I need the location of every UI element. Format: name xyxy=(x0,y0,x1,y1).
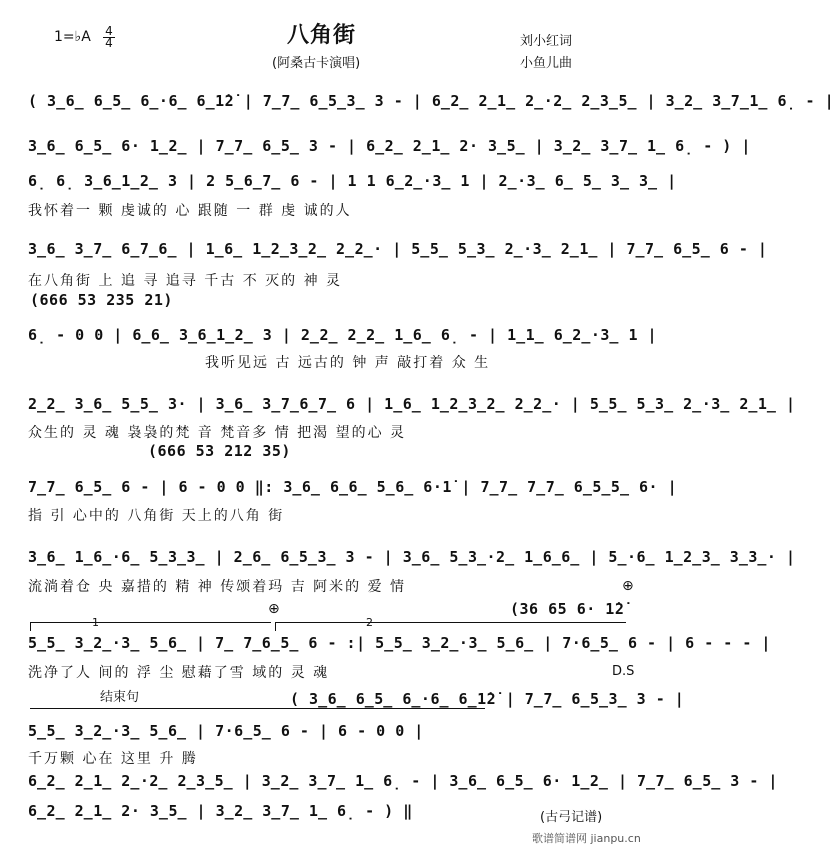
notation-row-11: 6̲2̲ 2̲1̲ 2̲·2̲ 2̲3̲5̲ | 3̲2̲ 3̲7̲ 1̲ 6̣ - | 3̲6̲ 6̲5̲ 6· 1̲2̲ | 7̲7̲ 6̲5̲ 3 - | xyxy=(28,772,778,790)
notation-row-9: 5̲5̲ 3̲2̲·3̲ 5̲6̲ | 7̲ 7̲6̲5̲ 6 - :| 5̲5̲ 3̲2̲·3̲ 5̲6̲ | 7·6̲5̲ 6 - | 6 - - - | xyxy=(28,634,771,652)
notation-row-6: 2̲2̲ 3̲6̲ 5̲5̲ 3· | 3̲6̲ 3̲7̲6̲7̲ 6 | 1̲6̲ 1̲2̲3̲2̲ 2̲2̲· | 5̲5̲ 5̲3̲ 2̲·3̲ 2̲1̲ | xyxy=(28,395,796,413)
second-ending-bracket xyxy=(275,622,626,631)
first-ending-bracket xyxy=(30,622,271,631)
interlude-bracket-row-10: ( 3̲6̲ 6̲5̲ 6̲·6̲ 6̲1̇2̇ | 7̲7̲ 6̲5̲3̲ 3 - | xyxy=(290,690,685,708)
lyric-row-6: 众生的 灵 魂 袅袅的梵 音 梵音多 情 把渴 望的心 灵 xyxy=(28,425,407,441)
dal-segno-mark: D.S xyxy=(612,664,635,679)
notation-row-8: 3̲6̲ 1̲6̲·6̲ 5̲3̲3̲ | 2̲6̲ 6̲5̲3̲ 3 - | 3̲6̲ 5̲3̲·2̲ 1̲6̲6̲ | 5̲·6̲ 1̲2̲3̲ 3̲3̲· | xyxy=(28,548,796,566)
site-watermark: 歌谱简谱网 jianpu.cn xyxy=(532,832,641,845)
notation-row-12: 6̲2̲ 2̲1̲ 2· 3̲5̲ | 3̲2̲ 3̲7̲ 1̲ 6̣ - ) ‖ xyxy=(28,802,413,820)
notation-row-7: 7̲7̲ 6̲5̲ 6 - | 6 - 0 0 ‖: 3̲6̲ 6̲6̲ 5̲6̲ 6·1̇ | 7̲7̲ 7̲7̲ 6̲5̲5̲ 6· | xyxy=(28,478,678,496)
lyric-row-5: 我听见远 古 远古的 钟 声 敲打着 众 生 xyxy=(205,355,491,371)
notation-row-10: 5̲5̲ 3̲2̲·3̲ 5̲6̲ | 7·6̲5̲ 6 - | 6 - 0 0 | xyxy=(28,722,424,740)
notation-row-3: 6̣ 6̣ 3̲6̲1̲2̲ 3 | 2 5̲6̲7̲ 6 - | 1 1 6̲2̲·3̲ 1 | 2̲·3̲ 6̲ 5̲ 3̲ 3̲ | xyxy=(28,172,677,190)
lyric-row-7: 指 引 心中的 八角街 天上的八角 街 xyxy=(28,508,285,524)
lyric-row-10: 千万颗 心在 这里 升 腾 xyxy=(28,751,198,767)
notation-row-4: 3̲6̲ 3̲7̲ 6̲7̲6̲ | 1̲6̲ 1̲2̲3̲2̲ 2̲2̲· | 5̲5̲ 5̲3̲ 2̲·3̲ 2̲1̲ | 7̲7̲ 6̲5̲ 6 - | xyxy=(28,240,768,258)
notation-row-2: 3̲6̲ 6̲5̲ 6· 1̲2̲ | 7̲7̲ 6̲5̲ 3 - | 6̲2̲ 2̲1̲ 2· 3̲5̲ | 3̲2̲ 3̲7̲ 1̲ 6̣ - ) | xyxy=(28,137,751,155)
song-title: 八角街 xyxy=(287,23,357,48)
lyricist-credit: 刘小红词 xyxy=(520,34,573,49)
lyric-row-4: 在八角街 上 追 寻 追寻 千古 不 灭的 神 灵 xyxy=(28,273,343,289)
interlude-bracket-row-4: (666 53 235 21) xyxy=(30,291,173,309)
ending-section-label: 结束句 xyxy=(100,690,140,705)
performer-note: (阿桑古卡演唱) xyxy=(272,56,361,71)
transcriber-credit: (古弓记谱) xyxy=(540,810,603,825)
second-ending-number: 2 xyxy=(366,616,373,629)
lyric-row-8: 流淌着仓 央 嘉措的 精 神 传颂着玛 吉 阿米的 爱 情 xyxy=(28,579,407,595)
notation-row-1: ( 3̲6̲ 6̲5̲ 6̲·6̲ 6̲1̇2̇ | 7̲7̲ 6̲5̲3̲ 3 - | 6̲2̲ 2̲1̲ 2̲·2̲ 2̲3̲5̲ | 3̲2̲ 3̲7̲1̲ 6̣ - | xyxy=(28,92,834,110)
first-ending-number: 1 xyxy=(92,616,99,629)
lyric-row-3: 我怀着一 颗 虔诚的 心 跟随 一 群 虔 诚的人 xyxy=(28,203,352,219)
meter-top: 4 xyxy=(105,24,113,38)
notation-row-5: 6̣ - 0 0 | 6̲6̲ 3̲6̲1̲2̲ 3 | 2̲2̲ 2̲2̲ 1̲6̲ 6̣ - | 1̲1̲ 6̲2̲·3̲ 1 | xyxy=(28,326,658,344)
key-signature: 1=♭A xyxy=(54,29,91,45)
coda-sign-icon: ⊕ xyxy=(622,578,634,594)
lyric-row-9: 洗净了人 间的 浮 尘 慰藉了雪 域的 灵 魂 xyxy=(28,665,330,681)
coda-sign-icon: ⊕ xyxy=(268,601,280,617)
ending-bracket-line xyxy=(30,708,485,709)
interlude-bracket-row-9: (36 65 6· 1̇2̇ xyxy=(510,600,625,618)
composer-credit: 小鱼儿曲 xyxy=(520,56,573,71)
time-signature xyxy=(103,26,115,49)
interlude-bracket-row-6: (666 53 212 35) xyxy=(148,442,291,460)
meter-bottom: 4 xyxy=(105,36,113,50)
